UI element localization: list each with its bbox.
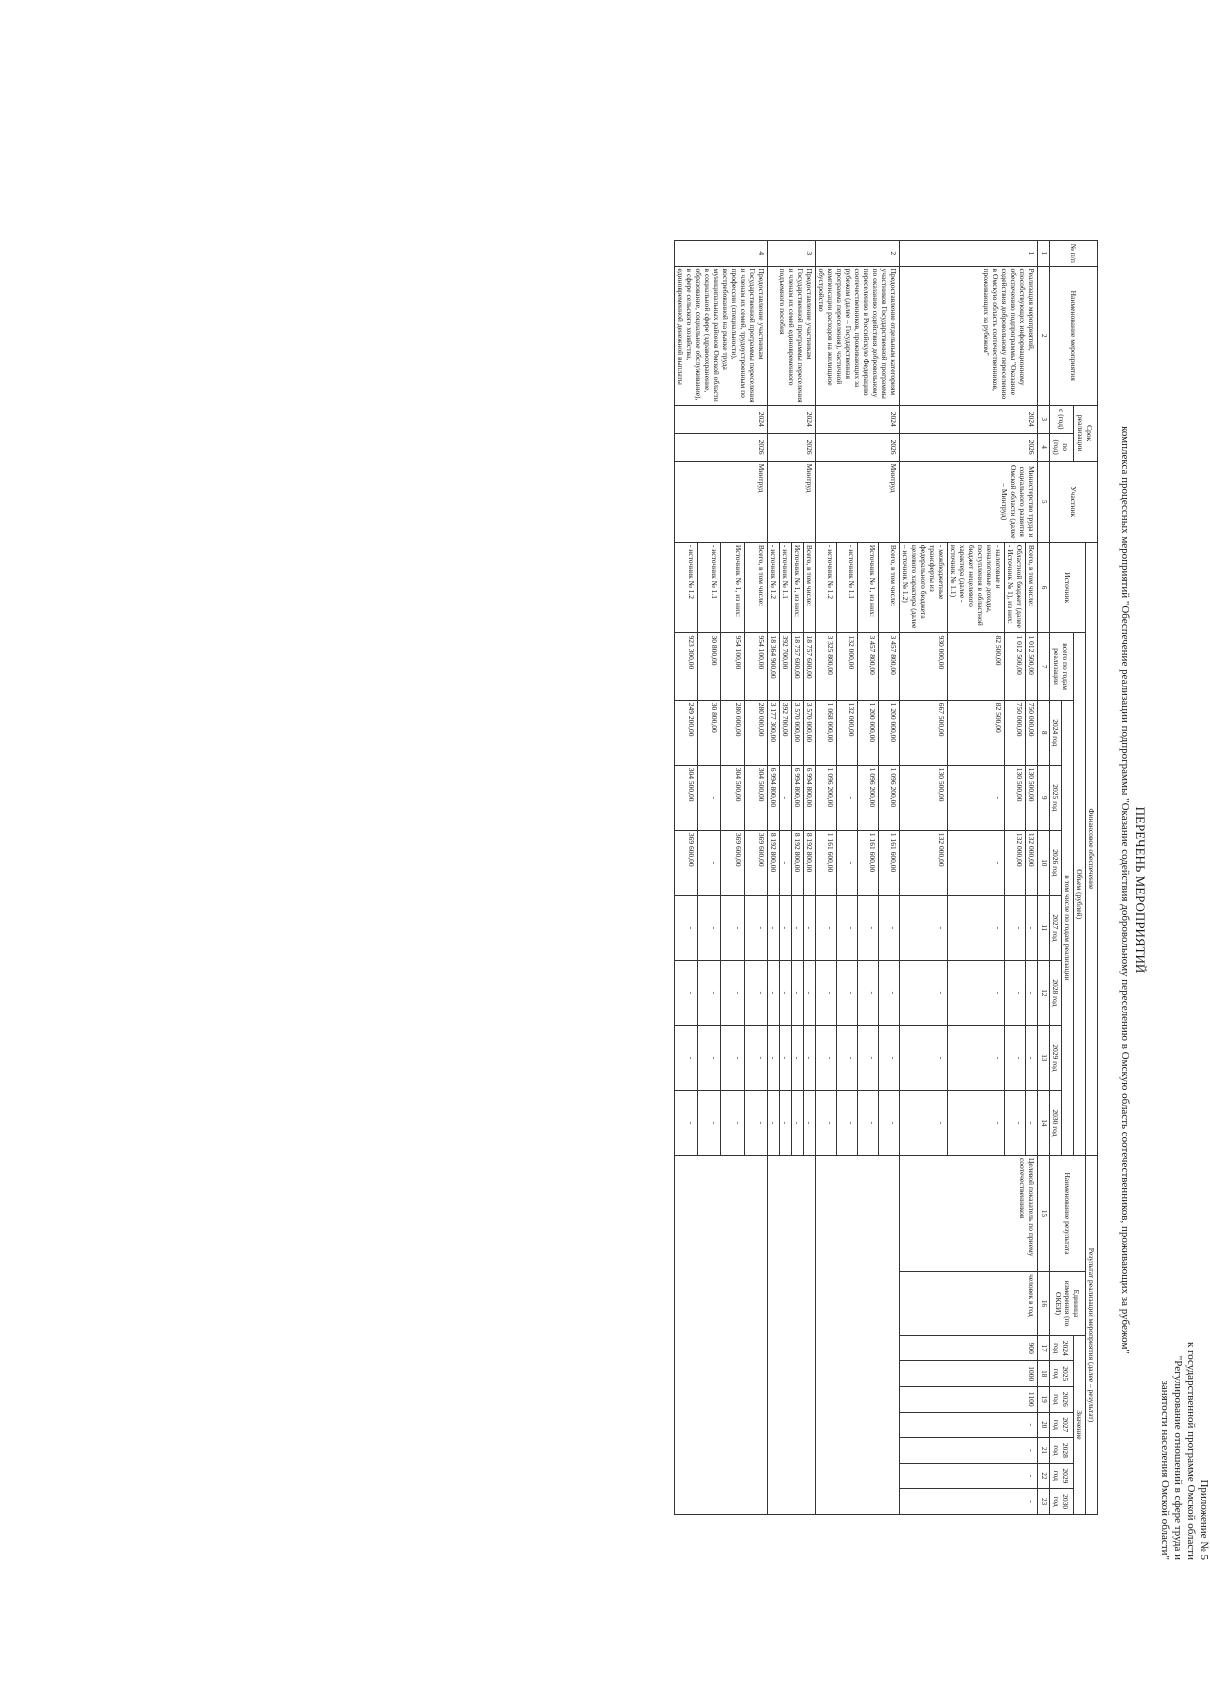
amount-total: 930 000,00 (900, 633, 948, 700)
term-from: 2024 (675, 405, 768, 433)
amount-2024: 1 200 000,00 (879, 700, 900, 765)
amount-2024: 3 177 300,00 (768, 700, 780, 765)
amount-total: 30 800,00 (698, 633, 721, 700)
document-subtitle: комплекса процессных мероприятий "Обеспечение реализации подпрограммы "Оказание содействия добровольному переселению в Омскую область соотечественников, проживающих за рубежом" (1119, 426, 1131, 1354)
amount-2026: 1 161 600,00 (816, 830, 837, 895)
result-name: Целевой показатель по приему соотечественников (900, 1155, 1038, 1271)
col-number: 15 (1038, 1155, 1050, 1271)
header-value: Значение (1074, 1335, 1086, 1514)
amount-2025: 304 500,00 (744, 765, 767, 830)
col-number: 11 (1038, 895, 1050, 960)
amount-2029: - (858, 1025, 879, 1090)
amount-2030: - (792, 1090, 804, 1155)
amount-2029: - (804, 1025, 816, 1090)
amount-2026: 1 161 600,00 (879, 830, 900, 895)
amount-total: 954 100,00 (721, 633, 744, 700)
amount-2026: - (698, 830, 721, 895)
col-number: 5 (1038, 461, 1050, 542)
amount-2027: - (675, 895, 698, 960)
term-from: 2024 (816, 405, 900, 433)
source-name: - источник № 1.1 (780, 542, 792, 633)
table-row (1026, 241, 1038, 1515)
col-number: 20 (1038, 1412, 1050, 1438)
amount-2029: - (792, 1025, 804, 1090)
header-y2027: 2027 год (1050, 895, 1062, 960)
term-to: 2026 (768, 433, 816, 461)
amount-2026: 369 600,00 (721, 830, 744, 895)
amount-2025: - (780, 765, 792, 830)
amount-2029: - (780, 1025, 792, 1090)
amount-total: 1 012 500,00 (1026, 633, 1038, 700)
result-value-2026: 1100 (900, 1387, 1038, 1413)
col-number: 3 (1038, 405, 1050, 433)
amount-2028: - (816, 960, 837, 1025)
source-name: Всего, в том числе: (1026, 542, 1038, 633)
amount-2028: - (1005, 960, 1026, 1025)
amount-2025: - (698, 765, 721, 830)
amount-total: 954 100,00 (744, 633, 767, 700)
header-r2030: 2030 год (1050, 1489, 1074, 1515)
header-r2024: 2024 год (1050, 1335, 1074, 1361)
source-name: - источник № 1.2 (768, 542, 780, 633)
source-name: - источник № 1.1 (698, 542, 721, 633)
measures-table (674, 240, 1098, 1515)
amount-2029: - (1005, 1025, 1026, 1090)
amount-2024: 667 500,00 (900, 700, 948, 765)
col-number: 2 (1038, 266, 1050, 405)
appendix-line-4: занятости населения Омской области" (1159, 1380, 1171, 1560)
header-result: Результат реализации мероприятия (далее – результат) (1086, 1155, 1098, 1514)
row-num: 2 (816, 241, 900, 267)
row-num: 4 (675, 241, 768, 267)
amount-2028: - (780, 960, 792, 1025)
amount-2026: 1 161 600,00 (858, 830, 879, 895)
amount-2028: - (837, 960, 858, 1025)
amount-total: 132 000,00 (837, 633, 858, 700)
term-to: 2026 (675, 433, 768, 461)
participant: Минтруд (768, 461, 816, 542)
measure-name: Предоставление участникам Государственной программы переселения и членам их семей, трудоустроенным по профессии (специальности), востребованной на рынке труда муниципальных районов Омской области в социальной сфере (здравоохранение, образование, социальное обслуживание), в сфере сельского хозяйства, единовременной денежной выплаты (675, 266, 768, 405)
amount-2027: - (698, 895, 721, 960)
participant: Министерство труда и социального развития Омской области (далее – Минтруд) (900, 461, 1038, 542)
amount-2027: - (721, 895, 744, 960)
amount-2029: - (698, 1025, 721, 1090)
result-value-2024: 900 (900, 1335, 1038, 1361)
amount-2026: 132 000,00 (900, 830, 948, 895)
amount-total: 3 457 800,00 (858, 633, 879, 700)
amount-2025: 130 500,00 (1026, 765, 1038, 830)
amount-2029: - (721, 1025, 744, 1090)
amount-total: 923 300,00 (675, 633, 698, 700)
amount-2030: - (768, 1090, 780, 1155)
header-finance: Финансовое обеспечение (1086, 542, 1098, 1155)
amount-2028: - (948, 960, 1005, 1025)
source-name: Источник № 1, из них: (792, 542, 804, 633)
amount-2027: - (744, 895, 767, 960)
amount-2030: - (816, 1090, 837, 1155)
amount-2027: - (879, 895, 900, 960)
amount-2028: - (698, 960, 721, 1025)
amount-2025: 1 096 200,00 (858, 765, 879, 830)
term-from: 2024 (900, 405, 1038, 433)
amount-2025: - (948, 765, 1005, 830)
row-num: 3 (768, 241, 816, 267)
header-num: № п/п (1050, 241, 1098, 267)
header-y2025: 2025 год (1050, 765, 1062, 830)
col-number: 14 (1038, 1090, 1050, 1155)
amount-2027: - (858, 895, 879, 960)
amount-2024: 3 570 000,00 (804, 700, 816, 765)
col-number: 18 (1038, 1361, 1050, 1387)
header-term: Срок реализации (1074, 405, 1098, 461)
amount-2026: 369 600,00 (744, 830, 767, 895)
header-y2028: 2028 год (1050, 960, 1062, 1025)
col-number: 12 (1038, 960, 1050, 1025)
amount-2025: 304 500,00 (721, 765, 744, 830)
amount-2030: - (1026, 1090, 1038, 1155)
header-unit: Единица измерения (по ОКЕИ) (1050, 1272, 1086, 1336)
amount-2028: - (675, 960, 698, 1025)
col-number: 21 (1038, 1438, 1050, 1464)
result-value-2027: - (900, 1412, 1038, 1438)
amount-2026: 8 192 800,00 (768, 830, 780, 895)
header-by-years: в том числе по годам реализации (1062, 700, 1074, 1155)
amount-2026: 8 192 800,00 (792, 830, 804, 895)
term-from: 2024 (768, 405, 816, 433)
amount-2030: - (675, 1090, 698, 1155)
header-y2026: 2026 год (1050, 830, 1062, 895)
amount-total: 1 012 500,00 (1005, 633, 1026, 700)
source-name: - источник № 1.1 (837, 542, 858, 633)
result-value-2028: - (900, 1438, 1038, 1464)
header-term-from: с (год) (1050, 405, 1074, 433)
result-empty (816, 1155, 900, 1514)
amount-2026: - (837, 830, 858, 895)
amount-total: 3 457 800,00 (879, 633, 900, 700)
amount-2028: - (900, 960, 948, 1025)
col-number: 13 (1038, 1025, 1050, 1090)
amount-2030: - (744, 1090, 767, 1155)
header-volume: Объем (рублей) (1074, 633, 1086, 1156)
rotated-document (210, 180, 1210, 1600)
column-number-row (1038, 241, 1050, 1515)
amount-2028: - (804, 960, 816, 1025)
source-name: - межбюджетные трансферты из федерального бюджета целевого характера (далее – источник № 1.2) (900, 542, 948, 633)
amount-2030: - (858, 1090, 879, 1155)
amount-2028: - (879, 960, 900, 1025)
amount-2025: 6 994 800,00 (792, 765, 804, 830)
amount-2029: - (900, 1025, 948, 1090)
col-number: 7 (1038, 633, 1050, 700)
amount-2030: - (948, 1090, 1005, 1155)
amount-2030: - (721, 1090, 744, 1155)
document-heading (1118, 180, 1148, 1600)
amount-2024: 750 000,00 (1005, 700, 1026, 765)
amount-2024: 82 500,00 (948, 700, 1005, 765)
col-number: 6 (1038, 542, 1050, 633)
amount-2025: - (837, 765, 858, 830)
col-number: 8 (1038, 700, 1050, 765)
amount-2025: 6 994 800,00 (804, 765, 816, 830)
header-r2029: 2029 год (1050, 1463, 1074, 1489)
amount-2024: 1 200 000,00 (858, 700, 879, 765)
header-total: всего по годам реализации (1050, 633, 1074, 700)
amount-2027: - (948, 895, 1005, 960)
amount-2030: - (1005, 1090, 1026, 1155)
header-name: Наименование мероприятия (1050, 266, 1098, 405)
amount-2029: - (675, 1025, 698, 1090)
col-number: 22 (1038, 1463, 1050, 1489)
header-term-to: по (год) (1050, 433, 1074, 461)
amount-2027: - (1026, 895, 1038, 960)
header-r2025: 2025 год (1050, 1361, 1074, 1387)
amount-2025: 6 994 800,00 (768, 765, 780, 830)
amount-2024: 249 200,00 (675, 700, 698, 765)
amount-2029: - (837, 1025, 858, 1090)
amount-2024: 750 000,00 (1026, 700, 1038, 765)
appendix-line-3: "Регулирование отношений в сфере труда и (1172, 1355, 1184, 1560)
amount-2026: 132 000,00 (1026, 830, 1038, 895)
amount-2025: 1 096 200,00 (816, 765, 837, 830)
amount-2029: - (1026, 1025, 1038, 1090)
source-name: - источник № 1.2 (675, 542, 698, 633)
result-unit: человек в год (900, 1272, 1038, 1336)
amount-2029: - (768, 1025, 780, 1090)
amount-2025: 1 096 200,00 (879, 765, 900, 830)
amount-total: 392 700,00 (780, 633, 792, 700)
amount-2029: - (879, 1025, 900, 1090)
measure-name: Реализация мероприятий, способствующих информационному обеспечению подпрограммы "Оказание содействия добровольному переселению в Омскую область соотечественников, проживающих за рубежом" (900, 266, 1038, 405)
amount-2026: 8 192 800,00 (804, 830, 816, 895)
col-number: 17 (1038, 1335, 1050, 1361)
amount-2024: 280 000,00 (721, 700, 744, 765)
amount-2024: 132 000,00 (837, 700, 858, 765)
amount-2025: 130 500,00 (1005, 765, 1026, 830)
amount-2027: - (768, 895, 780, 960)
source-name: - источник № 1.2 (816, 542, 837, 633)
amount-2024: 30 800,00 (698, 700, 721, 765)
amount-2027: - (900, 895, 948, 960)
row-num: 1 (900, 241, 1038, 267)
header-r2028: 2028 год (1050, 1438, 1074, 1464)
result-empty (675, 1155, 768, 1514)
table-row (744, 241, 767, 1515)
header-participant: Участник (1050, 461, 1098, 542)
col-number: 23 (1038, 1489, 1050, 1515)
amount-2029: - (948, 1025, 1005, 1090)
col-number: 9 (1038, 765, 1050, 830)
source-name: Всего, в том числе: (879, 542, 900, 633)
amount-2030: - (698, 1090, 721, 1155)
col-number: 4 (1038, 433, 1050, 461)
col-number: 10 (1038, 830, 1050, 895)
participant: Минтруд (675, 461, 768, 542)
amount-total: 82 500,00 (948, 633, 1005, 700)
amount-2028: - (858, 960, 879, 1025)
amount-2030: - (804, 1090, 816, 1155)
amount-total: 3 325 800,00 (816, 633, 837, 700)
amount-total: 18 757 600,00 (804, 633, 816, 700)
amount-2027: - (837, 895, 858, 960)
amount-2026: 132 000,00 (1005, 830, 1026, 895)
amount-2028: - (721, 960, 744, 1025)
result-value-2029: - (900, 1463, 1038, 1489)
amount-total: 18 364 900,00 (768, 633, 780, 700)
amount-2030: - (780, 1090, 792, 1155)
col-number: 1 (1038, 241, 1050, 267)
col-number: 16 (1038, 1272, 1050, 1336)
amount-2024: 3 570 000,00 (792, 700, 804, 765)
amount-2025: 130 500,00 (900, 765, 948, 830)
header-r2026: 2026 год (1050, 1387, 1074, 1413)
header-y2024: 2024 год (1050, 700, 1062, 765)
amount-2025: 304 500,00 (675, 765, 698, 830)
amount-2030: - (900, 1090, 948, 1155)
amount-2030: - (879, 1090, 900, 1155)
measure-name: Предоставление участникам Государственной программы переселения и членам их семей единовременного подъемного пособия (768, 266, 816, 405)
amount-2029: - (816, 1025, 837, 1090)
amount-2024: 392 700,00 (780, 700, 792, 765)
header-source: Источник (1050, 542, 1086, 633)
header-r2027: 2027 год (1050, 1412, 1074, 1438)
source-name: Областной бюджет (далее - Источник № 1), из них: (1005, 542, 1026, 633)
result-value-2030: - (900, 1489, 1038, 1515)
amount-2026: - (948, 830, 1005, 895)
amount-2024: 280 000,00 (744, 700, 767, 765)
table-row (879, 241, 900, 1515)
term-to: 2026 (816, 433, 900, 461)
source-name: Всего, в том числе: (804, 542, 816, 633)
amount-2028: - (1026, 960, 1038, 1025)
col-number: 19 (1038, 1387, 1050, 1413)
source-name: Источник № 1, из них: (858, 542, 879, 633)
header-y2030: 2030 год (1050, 1090, 1062, 1155)
amount-2029: - (744, 1025, 767, 1090)
document-title: ПЕРЕЧЕНЬ МЕРОПРИЯТИЙ (1133, 806, 1148, 974)
amount-2026: - (780, 830, 792, 895)
amount-2027: - (792, 895, 804, 960)
appendix-note (1158, 1200, 1210, 1560)
participant: Минтруд (816, 461, 900, 542)
amount-2027: - (804, 895, 816, 960)
appendix-line-1: Приложение № 5 (1198, 1479, 1210, 1560)
source-name: - налоговые и неналоговые доходы, поступления в областной бюджет нецелевого характера (далее - источник № 1.1) (948, 542, 1005, 633)
table-row (804, 241, 816, 1515)
amount-2027: - (1005, 895, 1026, 960)
amount-2028: - (792, 960, 804, 1025)
result-empty (768, 1155, 816, 1514)
header-y2029: 2029 год (1050, 1025, 1062, 1090)
amount-2027: - (780, 895, 792, 960)
amount-2028: - (768, 960, 780, 1025)
amount-2026: 369 600,00 (675, 830, 698, 895)
appendix-line-2: к государственной программе Омской области (1185, 1341, 1197, 1560)
term-to: 2026 (900, 433, 1038, 461)
measure-name: Предоставление отдельным категориям участников Государственной программы по оказанию содействия добровольному переселению в Российскую Федерацию соотечественников, проживающих за рубежом (далее – Государственная программа переселения), частичной компенсации расходов на жилищное обустройство (816, 266, 900, 405)
amount-2030: - (837, 1090, 858, 1155)
amount-2028: - (744, 960, 767, 1025)
amount-total: 18 757 600,00 (792, 633, 804, 700)
header-result-name: Наименование результата (1050, 1155, 1086, 1271)
source-name: Всего, в том числе: (744, 542, 767, 633)
result-value-2025: 1000 (900, 1361, 1038, 1387)
amount-2027: - (816, 895, 837, 960)
amount-2024: 1 068 000,00 (816, 700, 837, 765)
source-name: Источник № 1, из них: (721, 542, 744, 633)
